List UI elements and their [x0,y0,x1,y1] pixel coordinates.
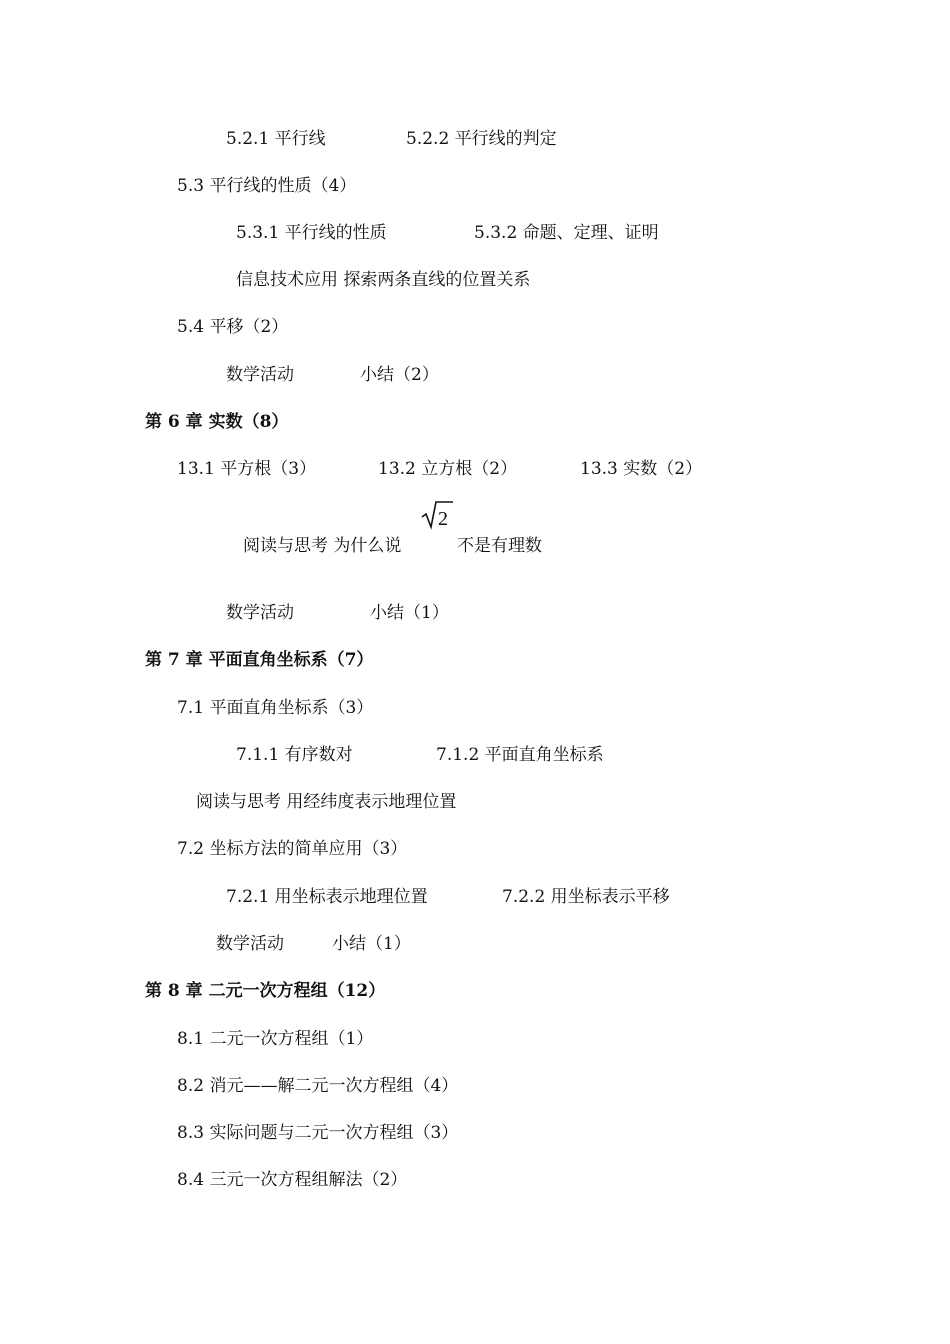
section-13-1: 13.1 平方根（3） [177,459,317,479]
sqrt-two-radicand: 2 [438,508,448,530]
reading-thinking-sqrt2-b: 不是有理数 [457,536,542,556]
reading-thinking-sqrt2-a: 阅读与思考 为什么说 [243,536,402,556]
math-activity-7: 数学活动 [216,934,284,954]
section-5-2-2: 5.2.2 平行线的判定 [406,129,557,149]
chapter-8-heading: 第 8 章 二元一次方程组（12） [145,981,386,1001]
it-application: 信息技术应用 探索两条直线的位置关系 [236,270,531,290]
section-8-3: 8.3 实际问题与二元一次方程组（3） [177,1123,459,1143]
section-7-1-1: 7.1.1 有序数对 [236,745,353,765]
reading-thinking-latlong: 阅读与思考 用经纬度表示地理位置 [196,792,457,812]
section-13-3: 13.3 实数（2） [580,459,703,479]
section-7-1-2: 7.1.2 平面直角坐标系 [436,745,604,765]
section-8-4: 8.4 三元一次方程组解法（2） [177,1170,408,1190]
section-7-2-1: 7.2.1 用坐标表示地理位置 [226,887,428,907]
sqrt-two-formula [420,500,454,530]
section-5-4: 5.4 平移（2） [177,317,289,337]
section-8-1: 8.1 二元一次方程组（1） [177,1029,374,1049]
section-7-2-2: 7.2.2 用坐标表示平移 [502,887,670,907]
section-5-3: 5.3 平行线的性质（4） [177,176,357,196]
math-activity-5: 数学活动 [226,365,294,385]
section-7-2: 7.2 坐标方法的简单应用（3） [177,839,408,859]
section-13-2: 13.2 立方根（2） [378,459,518,479]
chapter-7-heading: 第 7 章 平面直角坐标系（7） [145,650,374,670]
summary-6: 小结（1） [370,603,449,623]
summary-7: 小结（1） [332,934,411,954]
section-5-3-1: 5.3.1 平行线的性质 [236,223,387,243]
section-7-1: 7.1 平面直角坐标系（3） [177,698,374,718]
math-activity-6: 数学活动 [226,603,294,623]
section-5-3-2: 5.3.2 命题、定理、证明 [474,223,659,243]
section-8-2: 8.2 消元——解二元一次方程组（4） [177,1076,459,1096]
chapter-6-heading: 第 6 章 实数（8） [145,412,289,432]
summary-5: 小结（2） [360,365,439,385]
section-5-2-1: 5.2.1 平行线 [226,129,326,149]
